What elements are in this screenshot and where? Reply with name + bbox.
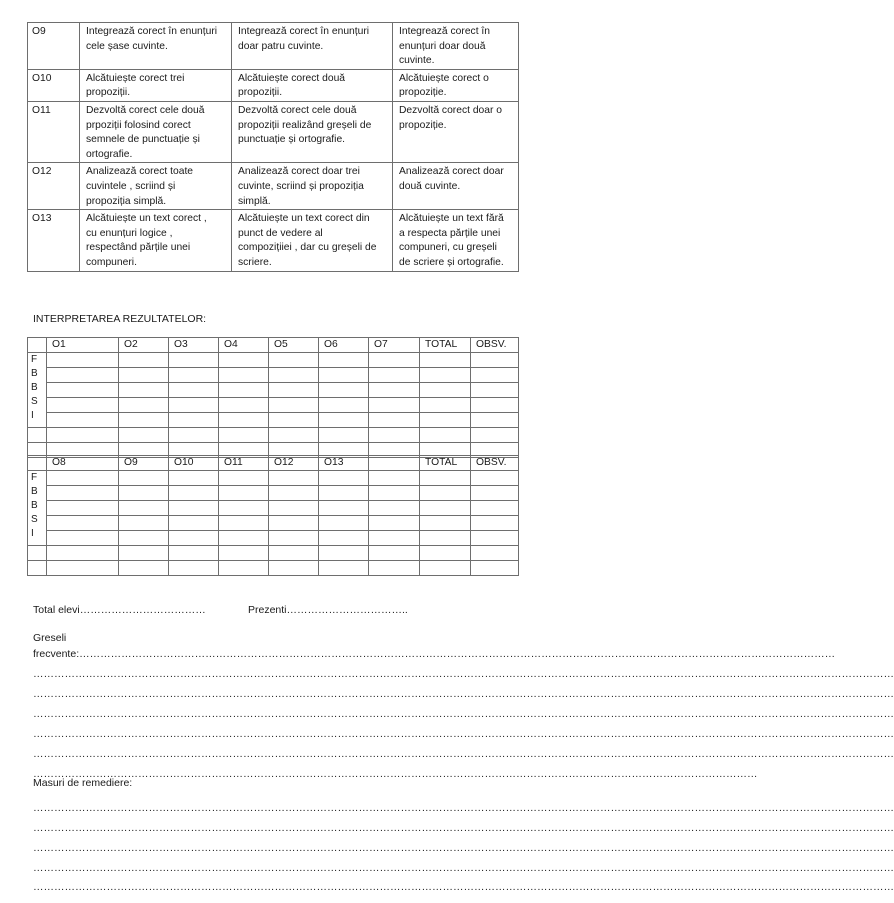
grade-letter: B [31, 486, 38, 497]
results-table-1 [27, 337, 519, 458]
criteria-c2-cell [232, 163, 393, 210]
results1-row [28, 368, 519, 383]
results1-row [28, 398, 519, 413]
results2-row [28, 546, 519, 561]
results2-data-cell[interactable] [169, 561, 219, 576]
criteria-row [28, 23, 519, 70]
criteria-c1-cell [80, 101, 232, 162]
results1-fbbsi-cell [28, 353, 47, 428]
criteria-c3-cell [393, 69, 519, 101]
results2-data-cell[interactable] [47, 531, 119, 546]
results1-data-cell[interactable] [269, 353, 319, 368]
results1-data-cell[interactable] [119, 413, 169, 428]
criteria-row [28, 210, 519, 271]
results1-data-cell[interactable] [119, 428, 169, 443]
results1-data-cell[interactable] [420, 398, 471, 413]
criteria-c3-cell [393, 210, 519, 271]
grade-letter: B [31, 382, 38, 393]
interpretation-title: INTERPRETAREA REZULTATELOR: [33, 313, 207, 325]
criteria-line: de scriere și ortografie. [399, 256, 504, 268]
results1-data-cell[interactable] [471, 368, 519, 383]
results2-header-cell: O9 [119, 456, 169, 471]
results1-data-cell[interactable] [219, 398, 269, 413]
results2-data-cell[interactable] [471, 546, 519, 561]
results2-data-cell[interactable] [369, 561, 420, 576]
results2-data-cell[interactable] [269, 516, 319, 531]
results2-data-cell[interactable] [471, 471, 519, 486]
results2-data-cell[interactable] [319, 501, 369, 516]
criteria-line: respectând părțile unei [86, 242, 191, 254]
results2-data-cell[interactable] [269, 471, 319, 486]
results1-data-cell[interactable] [319, 353, 369, 368]
criteria-c3-cell [393, 23, 519, 70]
results2-data-cell[interactable] [47, 486, 119, 501]
frecvente-line[interactable]: frecvente:……………………………………………………………………………………………………………………………………………………………………………………………… [33, 648, 836, 660]
criteria-line: propoziția simplă. [86, 195, 167, 207]
results2-data-cell[interactable] [369, 486, 420, 501]
results2-data-cell[interactable] [47, 516, 119, 531]
results2-data-cell[interactable] [420, 471, 471, 486]
criteria-line: enunțuri doar două [399, 40, 486, 52]
grade-letter: I [31, 528, 34, 539]
results2-header-cell: O13 [319, 456, 369, 471]
results2-row [28, 501, 519, 516]
results2-data-cell[interactable] [119, 531, 169, 546]
criteria-line: Dezvoltă corect cele două [238, 104, 357, 116]
grade-letter: F [31, 472, 38, 483]
results1-header-cell: O7 [369, 338, 420, 353]
criteria-line: Integrează corect în enunțuri [238, 26, 370, 37]
criteria-line: compuneri, cu greșeli [399, 242, 497, 254]
results1-data-cell[interactable] [219, 383, 269, 398]
results2-data-cell[interactable] [119, 501, 169, 516]
results2-data-cell[interactable] [219, 486, 269, 501]
results1-data-cell[interactable] [420, 368, 471, 383]
results2-data-cell[interactable] [219, 516, 269, 531]
results2-data-cell[interactable] [420, 516, 471, 531]
results1-data-cell[interactable] [319, 368, 369, 383]
results-table-2 [27, 455, 519, 576]
results2-data-cell[interactable] [269, 486, 319, 501]
results1-data-cell[interactable] [369, 413, 420, 428]
results1-data-cell[interactable] [420, 413, 471, 428]
results1-data-cell[interactable] [471, 428, 519, 443]
results2-row [28, 471, 519, 486]
results1-header-cell: TOTAL [420, 338, 471, 353]
results1-data-cell[interactable] [269, 398, 319, 413]
results1-data-cell[interactable] [319, 428, 369, 443]
masuri-line-5[interactable]: ………………………………………………………………………………………………………………………………………………………………………………………………………………………… [33, 881, 894, 893]
results1-data-cell[interactable] [169, 353, 219, 368]
criteria-line: Alcătuiește corect două [238, 72, 346, 84]
results1-header-cell: O2 [119, 338, 169, 353]
results1-header-cell: O4 [219, 338, 269, 353]
results1-data-cell[interactable] [471, 353, 519, 368]
criteria-row [28, 163, 519, 210]
criteria-line: Alcătuiește corect trei [86, 72, 185, 84]
results1-data-cell[interactable] [471, 383, 519, 398]
criteria-line: cu enunțuri logice , [86, 227, 173, 239]
masuri-line-3[interactable]: ………………………………………………………………………………………………………………………………………………………………………………………………………………………… [33, 842, 894, 854]
results1-data-cell[interactable] [319, 398, 369, 413]
criteria-code: O12 [28, 163, 80, 210]
results1-data-cell[interactable] [269, 428, 319, 443]
masuri-line-1[interactable]: ………………………………………………………………………………………………………………………………………………………………………………………………………………………… [33, 802, 894, 814]
grade-letter: S [31, 396, 38, 407]
results2-header-cell: O8 [47, 456, 119, 471]
results2-data-cell[interactable] [169, 531, 219, 546]
criteria-line: Analizează corect doar [399, 166, 504, 178]
results2-data-cell[interactable] [369, 531, 420, 546]
masuri-line-4[interactable]: ………………………………………………………………………………………………………………………………………………………………………………………………………………………… [33, 862, 894, 874]
results1-header-cell: O5 [269, 338, 319, 353]
grade-letter: I [31, 410, 34, 421]
criteria-code: O10 [28, 69, 80, 101]
results2-data-cell[interactable] [119, 486, 169, 501]
criteria-line: Alcătuiește un text corect din [238, 213, 370, 225]
criteria-c2-cell [232, 101, 393, 162]
results1-data-cell[interactable] [420, 383, 471, 398]
criteria-line: semnele de punctuație și [86, 134, 200, 146]
results1-data-cell[interactable] [369, 428, 420, 443]
results2-data-cell[interactable] [471, 561, 519, 576]
results1-data-cell[interactable] [169, 428, 219, 443]
greseli-line-3[interactable]: ………………………………………………………………………………………………………………………………………………………………………………………………………………………… [33, 708, 894, 720]
criteria-line: două cuvinte. [399, 180, 461, 192]
results1-data-cell[interactable] [269, 368, 319, 383]
results2-data-cell[interactable] [169, 501, 219, 516]
criteria-table [27, 22, 519, 272]
criteria-code: O13 [28, 210, 80, 271]
criteria-line: Integrează corect în [399, 26, 491, 37]
results1-data-cell[interactable] [319, 383, 369, 398]
criteria-row [28, 101, 519, 162]
criteria-line: prpoziții folosind corect [86, 119, 191, 131]
results2-data-cell[interactable] [269, 546, 319, 561]
criteria-line: cuvintele , scriind și [86, 180, 176, 192]
criteria-line: doar patru cuvinte. [238, 40, 324, 52]
criteria-line: compuneri. [86, 256, 137, 268]
results1-data-cell[interactable] [269, 413, 319, 428]
results1-data-cell[interactable] [369, 383, 420, 398]
results2-data-cell[interactable] [420, 501, 471, 516]
greseli-line-6[interactable]: ……………………………………………………………………………………………………………………………………………………………………………………… [33, 768, 758, 780]
criteria-line: Alcătuiește corect o [399, 72, 489, 84]
results1-data-cell[interactable] [369, 353, 420, 368]
criteria-line: ortografie. [86, 148, 133, 160]
results1-header-cell: O6 [319, 338, 369, 353]
criteria-c1-cell [80, 210, 232, 271]
criteria-line: propoziții. [238, 87, 283, 99]
results2-header-cell: O11 [219, 456, 269, 471]
results1-header-cell: OBSV. [471, 338, 519, 353]
results2-header-cell: OBSV. [471, 456, 519, 471]
criteria-c1-cell [80, 23, 232, 70]
results2-data-cell[interactable] [219, 501, 269, 516]
criteria-c3-cell [393, 163, 519, 210]
criteria-c2-cell [232, 69, 393, 101]
results1-row [28, 428, 519, 443]
results2-data-cell[interactable] [369, 546, 420, 561]
results2-data-cell[interactable] [219, 531, 269, 546]
results1-header-cell: O1 [47, 338, 119, 353]
criteria-c2-cell [232, 210, 393, 271]
prezenti-field[interactable]: Prezenti…………………………….. [248, 604, 408, 616]
criteria-c1-cell [80, 163, 232, 210]
results2-data-cell[interactable] [420, 561, 471, 576]
results2-data-cell[interactable] [119, 516, 169, 531]
results2-data-cell[interactable] [47, 501, 119, 516]
results2-data-cell[interactable] [319, 471, 369, 486]
results1-data-cell[interactable] [169, 368, 219, 383]
results1-data-cell[interactable] [471, 398, 519, 413]
results2-header-cell: O10 [169, 456, 219, 471]
masuri-label: Masuri de remediere: [33, 777, 133, 789]
results2-data-cell[interactable] [119, 561, 169, 576]
results2-data-cell[interactable] [471, 486, 519, 501]
results2-data-cell[interactable] [369, 501, 420, 516]
results2-data-cell[interactable] [369, 471, 420, 486]
results1-header-cell: O3 [169, 338, 219, 353]
criteria-line: Dezvoltă corect doar o [399, 104, 503, 116]
results2-data-cell[interactable] [319, 516, 369, 531]
results2-data-cell[interactable] [471, 501, 519, 516]
criteria-c3-cell [393, 101, 519, 162]
results2-data-cell[interactable] [319, 546, 369, 561]
criteria-code: O9 [28, 23, 80, 70]
results1-data-cell[interactable] [369, 368, 420, 383]
grade-letter: S [31, 514, 38, 525]
results2-data-cell[interactable] [269, 531, 319, 546]
results1-data-cell[interactable] [47, 398, 119, 413]
criteria-line: Dezvoltă corect cele două [86, 104, 205, 116]
results2-data-cell[interactable] [47, 561, 119, 576]
results1-data-cell[interactable] [269, 383, 319, 398]
results2-data-cell[interactable] [420, 531, 471, 546]
results1-header-row [28, 338, 519, 353]
results1-data-cell[interactable] [47, 353, 119, 368]
results2-data-cell[interactable] [319, 486, 369, 501]
results2-header-cell: TOTAL [420, 456, 471, 471]
results1-data-cell[interactable] [319, 413, 369, 428]
criteria-code: O11 [28, 101, 80, 162]
criteria-c1-cell [80, 69, 232, 101]
greseli-line-1[interactable]: ………………………………………………………………………………………………………………………………………………………………………………………………………………………… [33, 668, 894, 680]
results1-data-cell[interactable] [119, 383, 169, 398]
results2-fbbsi-cell [28, 471, 47, 546]
results2-label-cell[interactable] [28, 546, 47, 561]
results1-data-cell[interactable] [471, 413, 519, 428]
results1-label-cell[interactable] [28, 428, 47, 443]
results2-row [28, 516, 519, 531]
results2-data-cell[interactable] [219, 546, 269, 561]
masuri-line-2[interactable]: ………………………………………………………………………………………………………………………………………………………………………………………………………………………… [33, 822, 894, 834]
criteria-line: Integrează corect în enunțuri [86, 26, 218, 37]
results1-data-cell[interactable] [169, 398, 219, 413]
criteria-line: propoziții realizând greșeli de [238, 119, 372, 131]
results2-corner-cell [28, 456, 47, 471]
results2-data-cell[interactable] [219, 471, 269, 486]
greseli-line-2[interactable]: ………………………………………………………………………………………………………………………………………………………………………………………………………………………… [33, 688, 894, 700]
results1-data-cell[interactable] [219, 413, 269, 428]
results2-data-cell[interactable] [169, 486, 219, 501]
results1-data-cell[interactable] [47, 428, 119, 443]
greseli-line-5[interactable]: ………………………………………………………………………………………………………………………………………………………………………………………………………………………… [33, 748, 894, 760]
criteria-line: punctuație și ortografie. [238, 134, 346, 146]
results2-data-cell[interactable] [369, 516, 420, 531]
results1-data-cell[interactable] [219, 428, 269, 443]
results2-data-cell[interactable] [219, 561, 269, 576]
criteria-line: a respecta părțile unei [399, 227, 501, 239]
results2-data-cell[interactable] [319, 531, 369, 546]
greseli-label: Greseli [33, 632, 67, 644]
criteria-line: compozițiiei , dar cu greșeli de [238, 242, 377, 254]
criteria-c2-cell [232, 23, 393, 70]
results2-data-cell[interactable] [269, 561, 319, 576]
results1-data-cell[interactable] [219, 368, 269, 383]
criteria-line: scriere. [238, 256, 272, 268]
results1-corner-cell [28, 338, 47, 353]
criteria-line: propoziții. [86, 87, 131, 99]
total-elevi-field[interactable]: Total elevi……………………………… [33, 604, 206, 616]
results1-data-cell[interactable] [169, 383, 219, 398]
results1-data-cell[interactable] [47, 383, 119, 398]
criteria-line: Analizează corect doar trei [238, 166, 360, 178]
results2-data-cell[interactable] [47, 471, 119, 486]
results2-header-row [28, 456, 519, 471]
results2-data-cell[interactable] [420, 546, 471, 561]
results1-data-cell[interactable] [369, 398, 420, 413]
criteria-line: Alcătuiește un text fără [399, 213, 504, 225]
results2-row [28, 561, 519, 576]
criteria-line: propoziție. [399, 87, 447, 99]
results2-data-cell[interactable] [169, 546, 219, 561]
criteria-line: cuvinte, scriind și propoziția [238, 180, 364, 192]
grade-letter: B [31, 500, 38, 511]
results2-header-cell [369, 456, 420, 471]
results1-row [28, 413, 519, 428]
results1-data-cell[interactable] [420, 353, 471, 368]
greseli-line-4[interactable]: ………………………………………………………………………………………………………………………………………………………………………………………………………………………… [33, 728, 894, 740]
results1-row [28, 353, 519, 368]
criteria-line: cele șase cuvinte. [86, 40, 168, 52]
criteria-line: propoziție. [399, 119, 447, 131]
results1-data-cell[interactable] [119, 398, 169, 413]
results1-data-cell[interactable] [47, 413, 119, 428]
criteria-line: punct de vedere al [238, 227, 323, 239]
results2-row [28, 531, 519, 546]
criteria-line: Analizează corect toate [86, 166, 194, 178]
results2-data-cell[interactable] [47, 546, 119, 561]
results2-data-cell[interactable] [169, 471, 219, 486]
results2-data-cell[interactable] [119, 471, 169, 486]
results1-data-cell[interactable] [169, 413, 219, 428]
results1-data-cell[interactable] [420, 428, 471, 443]
results2-data-cell[interactable] [169, 516, 219, 531]
results2-label-cell[interactable] [28, 561, 47, 576]
criteria-line: cuvinte. [399, 55, 435, 67]
criteria-line: simplă. [238, 195, 271, 207]
results1-data-cell[interactable] [47, 368, 119, 383]
results2-data-cell[interactable] [319, 561, 369, 576]
results2-data-cell[interactable] [420, 486, 471, 501]
results2-data-cell[interactable] [471, 531, 519, 546]
results2-data-cell[interactable] [471, 516, 519, 531]
results1-data-cell[interactable] [119, 353, 169, 368]
grade-letter: B [31, 368, 38, 379]
results2-data-cell[interactable] [269, 501, 319, 516]
results1-data-cell[interactable] [119, 368, 169, 383]
results2-row [28, 486, 519, 501]
criteria-line: Alcătuiește un text corect , [86, 213, 207, 225]
results2-header-cell: O12 [269, 456, 319, 471]
results1-data-cell[interactable] [219, 353, 269, 368]
results1-row [28, 383, 519, 398]
results2-data-cell[interactable] [119, 546, 169, 561]
criteria-row [28, 69, 519, 101]
grade-letter: F [31, 354, 38, 365]
